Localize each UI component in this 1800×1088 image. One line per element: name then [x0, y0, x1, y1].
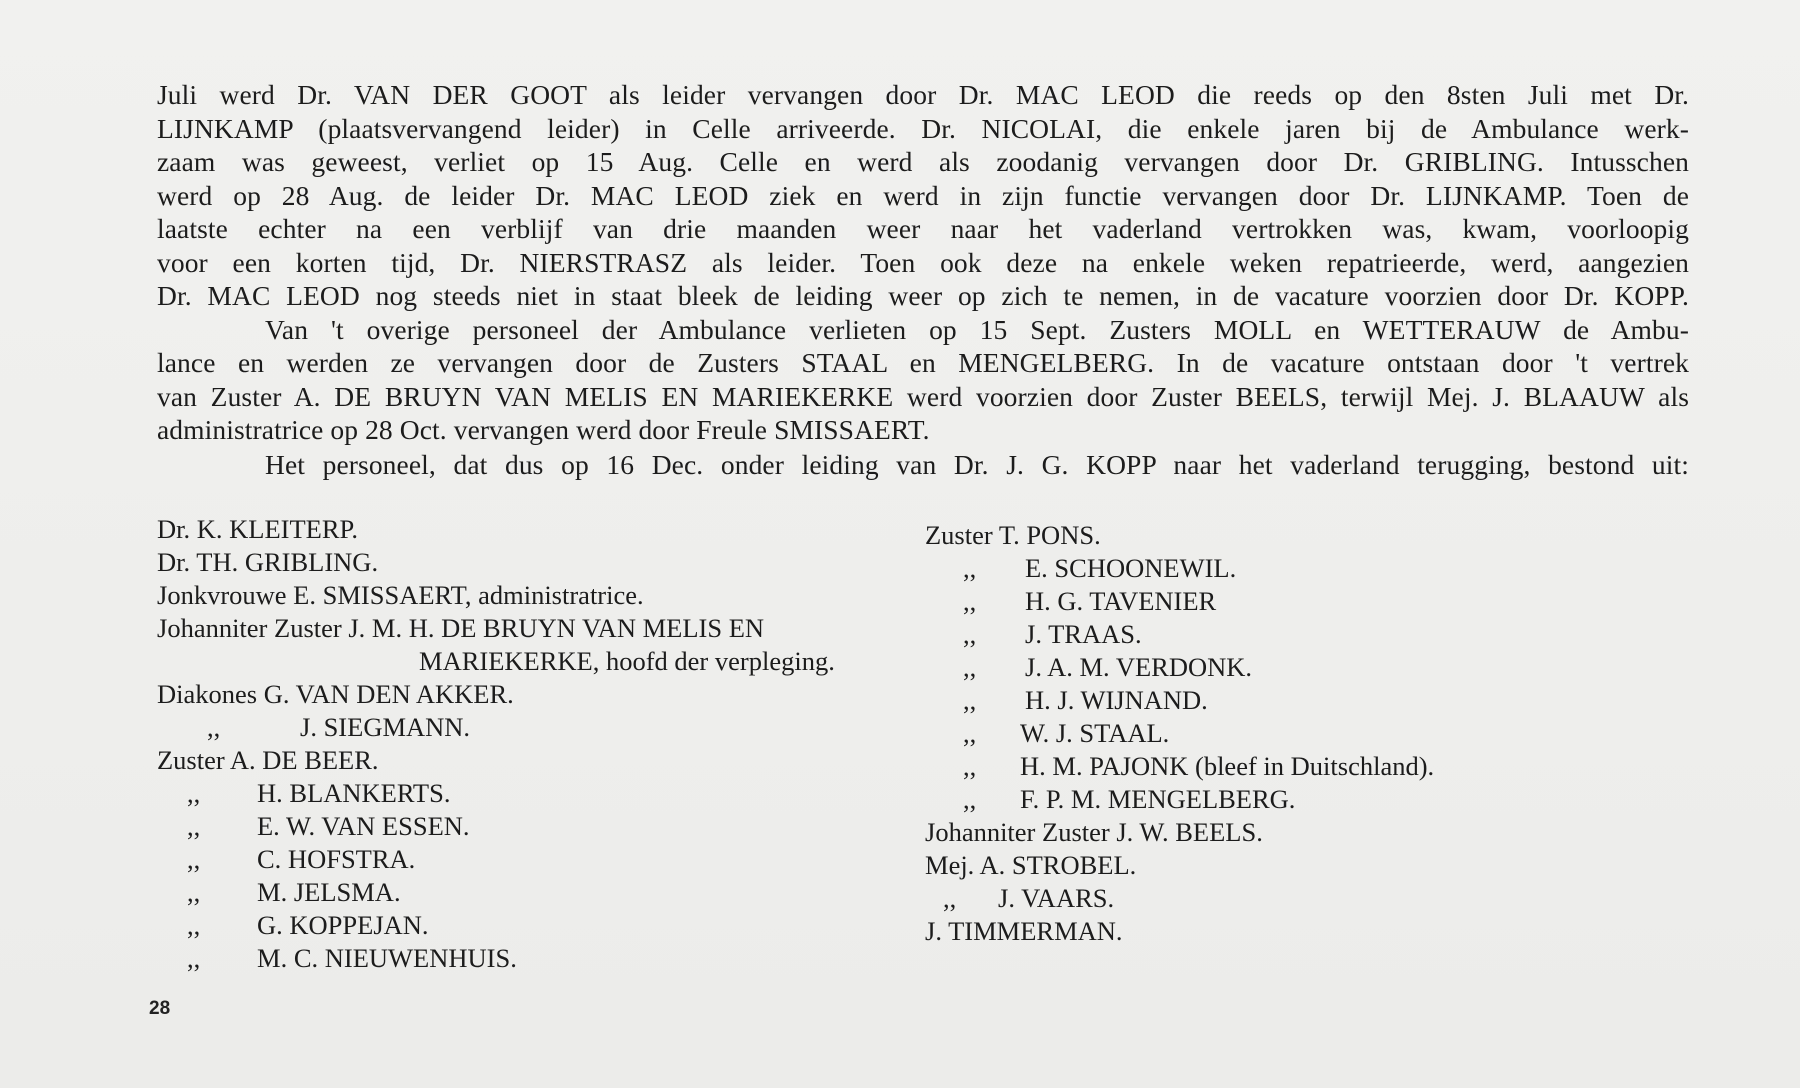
list-item: Zuster T. PONS. [925, 520, 1101, 550]
paragraph-line: lance en werden ze vervangen door de Zusters STAAL en MENGELBERG. In de vacature ontstaan door 't vertrek [157, 347, 1689, 378]
list-item: J. TIMMERMAN. [925, 916, 1123, 946]
list-item: Jonkvrouwe E. SMISSAERT, administratrice. [157, 580, 644, 610]
paragraph-line: Dr. MAC LEOD nog steeds niet in staat bleek de leiding weer op zich te nemen, in de vacature voorzien door Dr. KOPP. [157, 280, 1689, 311]
list-item: ,, J. VAARS. [925, 882, 1685, 915]
list-item: ,, M. JELSMA. [157, 876, 897, 909]
ditto-mark: ,, [963, 718, 977, 748]
list-item: ,, E. SCHOONEWIL. [925, 552, 1685, 585]
paragraph-line: Juli werd Dr. VAN DER GOOT als leider vervangen door Dr. MAC LEOD die reeds op den 8sten Juli met Dr. [157, 79, 1689, 110]
list-item: ,, H. M. PAJONK (bleef in Duitschland). [925, 750, 1685, 783]
ditto-mark: ,, [963, 553, 977, 583]
list-item: ,, H. BLANKERTS. [157, 777, 897, 810]
ditto-mark: ,, [963, 619, 977, 649]
ditto-mark: ,, [963, 751, 977, 781]
list-item: ,, J. SIEGMANN. [157, 711, 897, 744]
list-item: Zuster A. DE BEER. [157, 745, 379, 775]
paragraph-line: LIJNKAMP (plaatsvervangend leider) in Celle arriveerde. Dr. NICOLAI, die enkele jaren bij de Ambulance werk- [157, 112, 1689, 144]
list-item: ,, G. KOPPEJAN. [157, 909, 897, 942]
ditto-mark: ,, [943, 883, 957, 913]
ditto-mark: ,, [187, 778, 201, 808]
list-item: Mej. A. STROBEL. [925, 850, 1137, 880]
ditto-mark: ,, [963, 586, 977, 616]
page-number: 28 [149, 998, 171, 1019]
paragraph-line: voor een korten tijd, Dr. NIERSTRASZ als leider. Toen ook deze na enkele weken repatrieerde, werd, aangezien [157, 246, 1689, 278]
paragraph-line: van Zuster A. DE BRUYN VAN MELIS EN MARIEKERKE werd voorzien door Zuster BEELS, terwijl Mej. J. BLAAUW als [157, 380, 1689, 412]
list-item: ,, C. HOFSTRA. [157, 843, 897, 876]
list-item: Dr. TH. GRIBLING. [157, 547, 379, 577]
ditto-mark: ,, [963, 685, 977, 715]
list-item: MARIEKERKE, hoofd der verpleging. [419, 646, 835, 676]
personnel-list-left [157, 513, 897, 975]
list-item: ,, W. J. STAAL. [925, 717, 1685, 750]
list-item: ,, H. G. TAVENIER [925, 585, 1685, 618]
ditto-mark: ,, [963, 784, 977, 814]
list-item: ,, J. TRAAS. [925, 618, 1685, 651]
ditto-mark: ,, [207, 712, 221, 742]
ditto-mark: ,, [187, 811, 201, 841]
paragraph-line: administratrice op 28 Oct. vervangen werd door Freule SMISSAERT. [157, 414, 930, 445]
list-item: Diakones G. VAN DEN AKKER. [157, 679, 514, 709]
ditto-mark: ,, [187, 877, 201, 907]
ditto-mark: ,, [187, 943, 201, 973]
list-item: ,, J. A. M. VERDONK. [925, 651, 1685, 684]
paragraph-line: Van 't overige personeel der Ambulance verlieten op 15 Sept. Zusters MOLL en WETTERAUW de Ambu- [265, 313, 1689, 345]
list-item: ,, M. C. NIEUWENHUIS. [157, 942, 897, 975]
paragraph-line: laatste echter na een verblijf van drie maanden weer naar het vaderland vertrokken was, kwam, voorloopig [157, 213, 1689, 244]
paragraph-line: zaam was geweest, verliet op 15 Aug. Celle en werd als zoodanig vervangen door Dr. GRIBLING. Intusschen [157, 146, 1689, 177]
ditto-mark: ,, [963, 652, 977, 682]
ditto-mark: ,, [187, 844, 201, 874]
list-item: ,, F. P. M. MENGELBERG. [925, 783, 1685, 816]
ditto-mark: ,, [187, 910, 201, 940]
list-item: ,, H. J. WIJNAND. [925, 684, 1685, 717]
personnel-list-right [925, 519, 1685, 948]
list-item: ,, E. W. VAN ESSEN. [157, 810, 897, 843]
list-item: Johanniter Zuster J. M. H. DE BRUYN VAN MELIS EN [157, 613, 765, 643]
list-item: Johanniter Zuster J. W. BEELS. [925, 817, 1263, 847]
paragraph-line: werd op 28 Aug. de leider Dr. MAC LEOD ziek en werd in zijn functie vervangen door Dr. LIJNKAMP. Toen de [157, 179, 1689, 211]
list-item: Dr. K. KLEITERP. [157, 514, 358, 544]
paragraph-line: Het personeel, dat dus op 16 Dec. onder leiding van Dr. J. G. KOPP naar het vaderland terugging, bestond uit: [265, 448, 1689, 480]
paragraph-block [157, 78, 1689, 481]
